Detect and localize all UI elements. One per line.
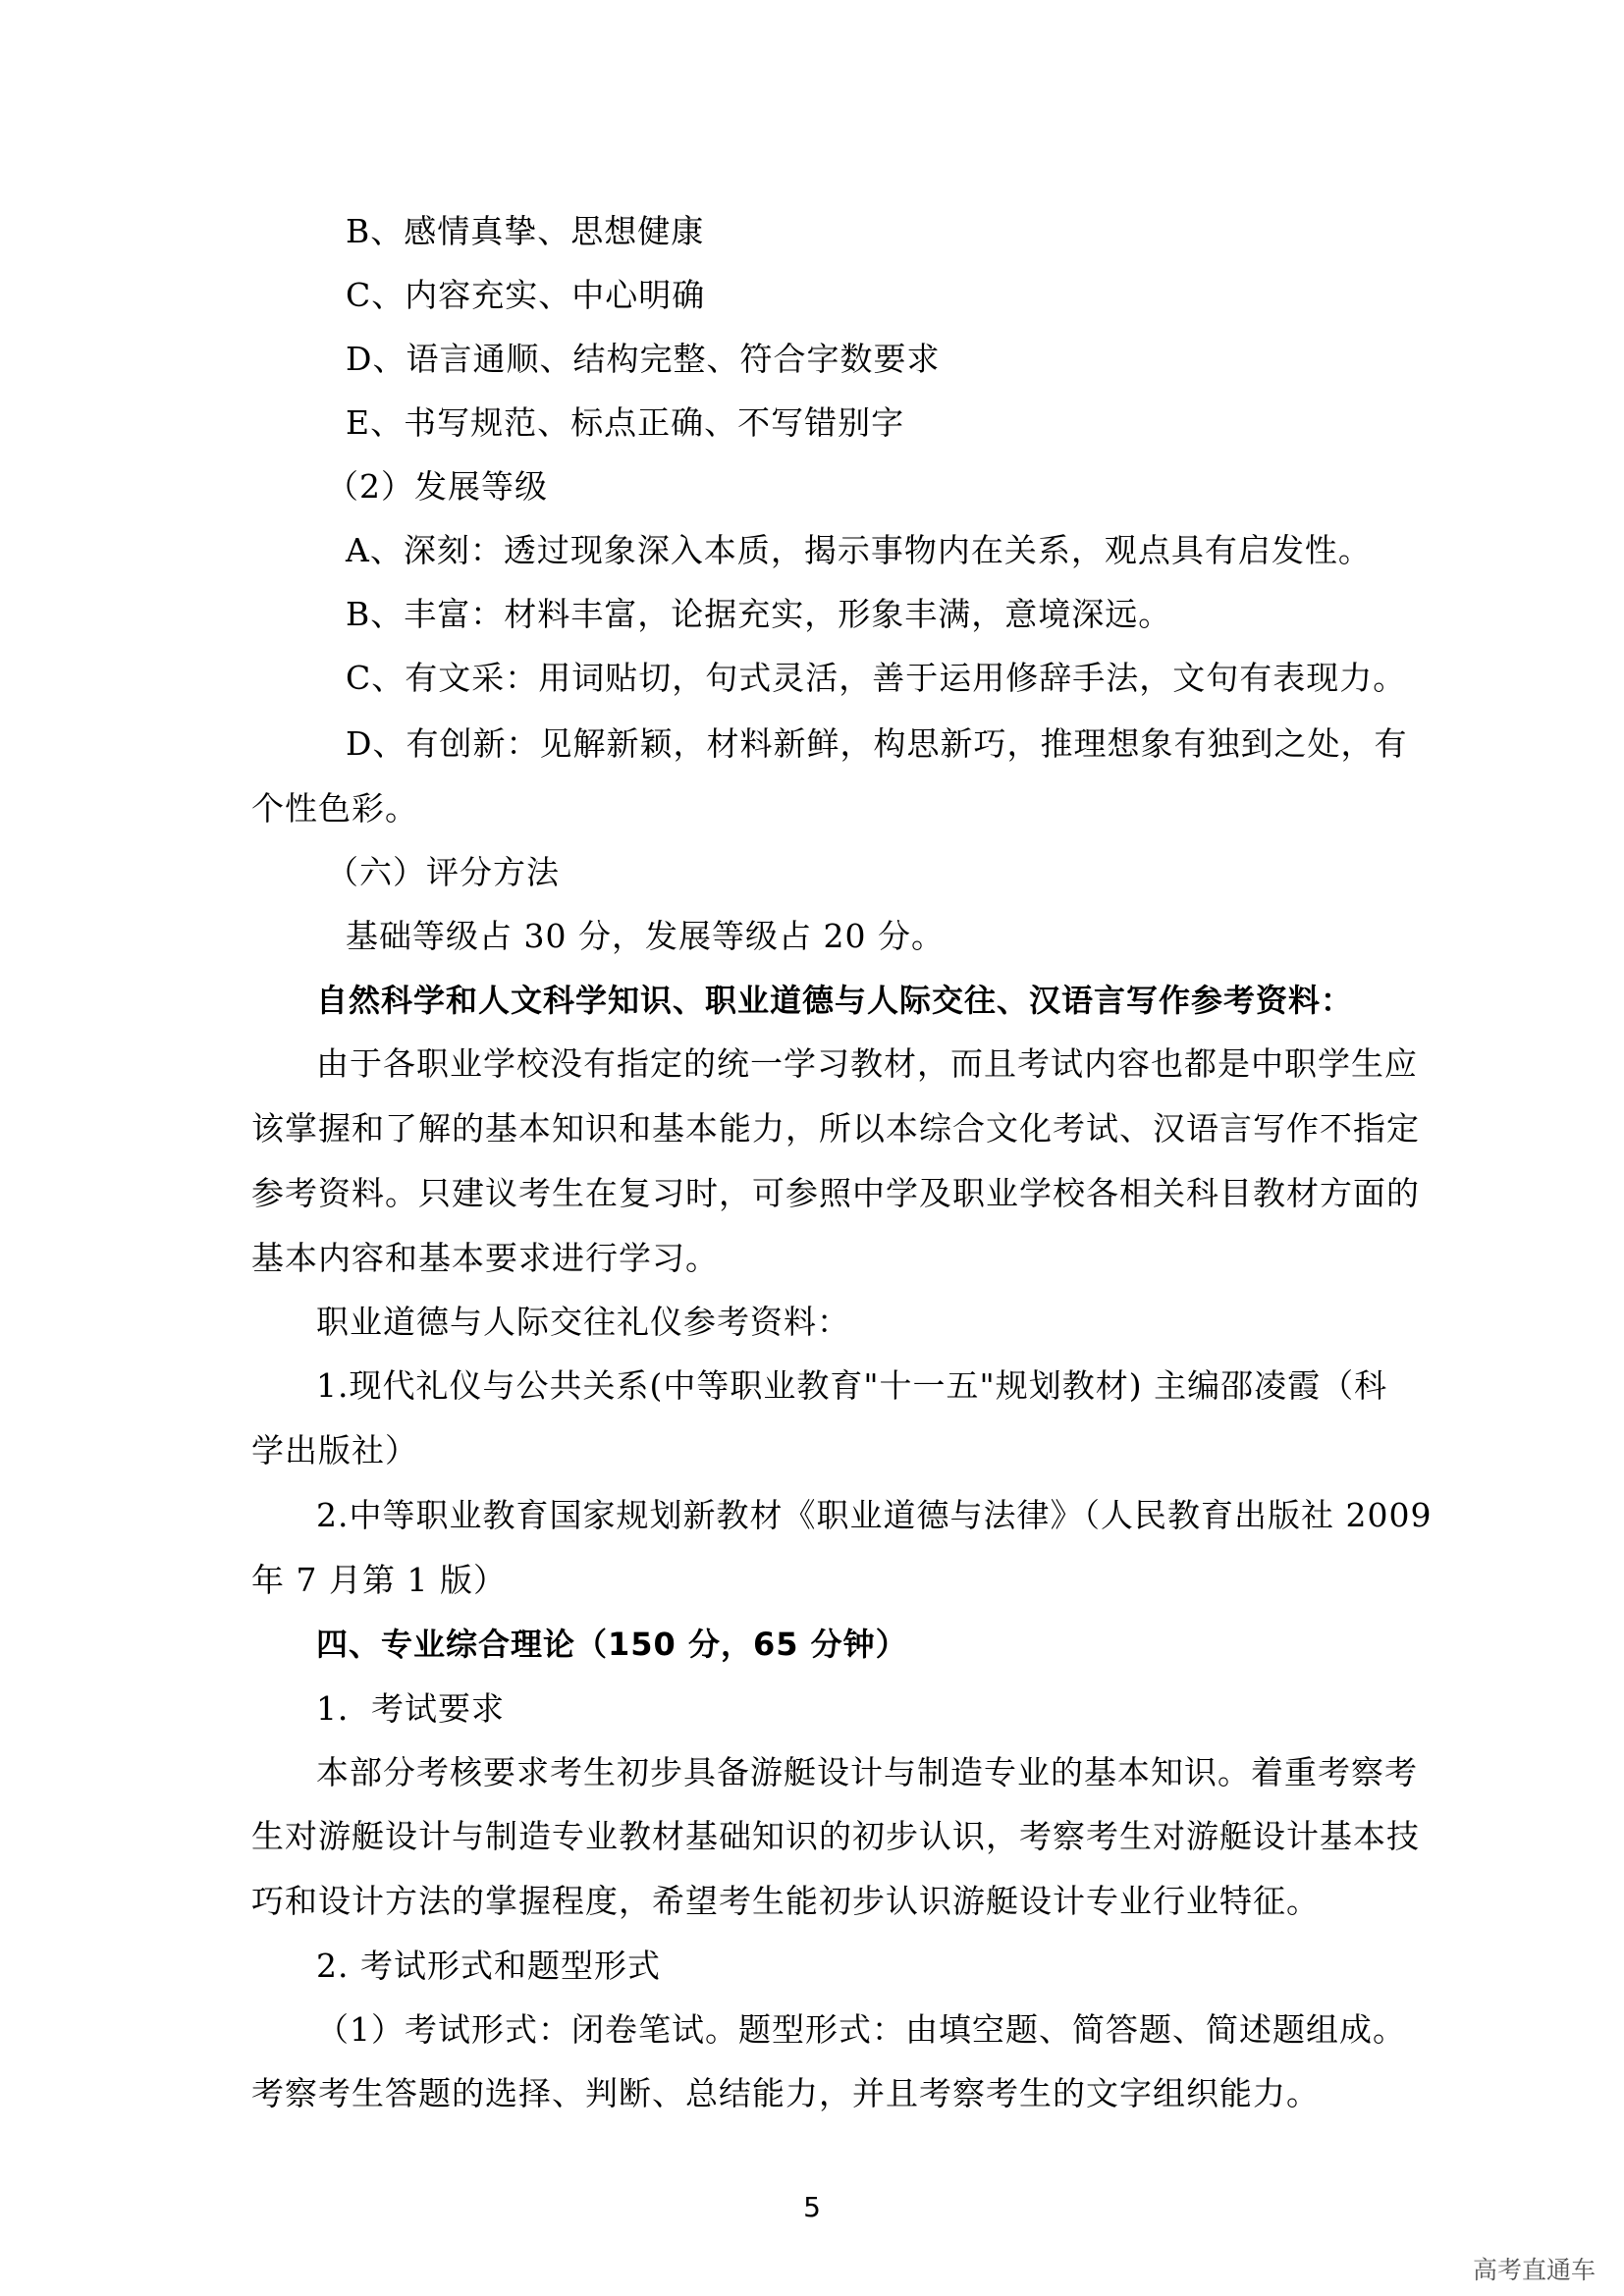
section-heading-professional-theory: 四、专业综合理论（150 分，65 分钟） <box>316 1626 908 1663</box>
reference-item-1: 1.现代礼仪与公共关系(中等职业教育"十一五"规划教材) 主编邵凌霞（科 <box>316 1366 1388 1405</box>
development-d-line: D、有创新：见解新颖，材料新鲜，构思新巧，推理想象有独到之处，有 <box>346 724 1408 763</box>
exam-format-heading: 2. 考试形式和题型形式 <box>316 1947 661 1985</box>
exam-requirements-heading: 1．考试要求 <box>316 1689 505 1728</box>
criterion-e-line: E、书写规范、标点正确、不写错别字 <box>346 403 905 442</box>
development-b-line: B、丰富：材料丰富，论据充实，形象丰满，意境深远。 <box>346 595 1172 633</box>
criterion-c-line: C、内容充实、中心明确 <box>346 276 706 314</box>
exam-requirements-line: 生对游艇设计与制造专业教材基础知识的初步认识，考察考生对游艇设计基本技 <box>251 1817 1420 1855</box>
references-heading: 自然科学和人文科学知识、职业道德与人际交往、汉语言写作参考资料： <box>316 982 1354 1019</box>
etiquette-references-heading: 职业道德与人际交往礼仪参考资料： <box>316 1303 850 1341</box>
development-d-continuation: 个性色彩。 <box>251 789 418 828</box>
reference-item-2-continuation: 年 7 月第 1 版） <box>251 1561 507 1599</box>
page-number: 5 <box>803 2191 821 2223</box>
watermark-text: 高考直通车 <box>1473 2256 1597 2284</box>
exam-format-line: 考察考生答题的选择、判断、总结能力，并且考察考生的文字组织能力。 <box>251 2074 1320 2112</box>
section-heading-scoring-method: （六）评分方法 <box>326 853 560 891</box>
section-heading-development-level: （2）发展等级 <box>326 467 548 506</box>
references-paragraph-line: 基本内容和基本要求进行学习。 <box>251 1239 719 1277</box>
criterion-b-line: B、感情真挚、思想健康 <box>346 212 705 250</box>
development-a-line: A、深刻：透过现象深入本质，揭示事物内在关系，观点具有启发性。 <box>346 531 1372 569</box>
references-paragraph-line: 由于各职业学校没有指定的统一学习教材，而且考试内容也都是中职学生应 <box>316 1044 1418 1083</box>
reference-item-1-continuation: 学出版社） <box>251 1431 418 1469</box>
scoring-method-text: 基础等级占 30 分，发展等级占 20 分。 <box>346 917 945 955</box>
references-paragraph-line: 参考资料。只建议考生在复习时，可参照中学及职业学校各相关科目教材方面的 <box>251 1174 1420 1212</box>
references-paragraph-line: 该掌握和了解的基本知识和基本能力，所以本综合文化考试、汉语言写作不指定 <box>251 1109 1420 1148</box>
criterion-d-line: D、语言通顺、结构完整、符合字数要求 <box>346 340 941 378</box>
development-c-line: C、有文采：用词贴切，句式灵活，善于运用修辞手法，文句有表现力。 <box>346 659 1407 697</box>
exam-format-line: （1）考试形式：闭卷笔试。题型形式：由填空题、简答题、简述题组成。 <box>316 2010 1406 2049</box>
reference-item-2: 2.中等职业教育国家规划新教材《职业道德与法律》（人民教育出版社 2009 <box>316 1496 1433 1534</box>
exam-requirements-line: 巧和设计方法的掌握程度，希望考生能初步认识游艇设计专业行业特征。 <box>251 1882 1320 1920</box>
exam-requirements-line: 本部分考核要求考生初步具备游艇设计与制造专业的基本知识。着重考察考 <box>316 1753 1418 1791</box>
